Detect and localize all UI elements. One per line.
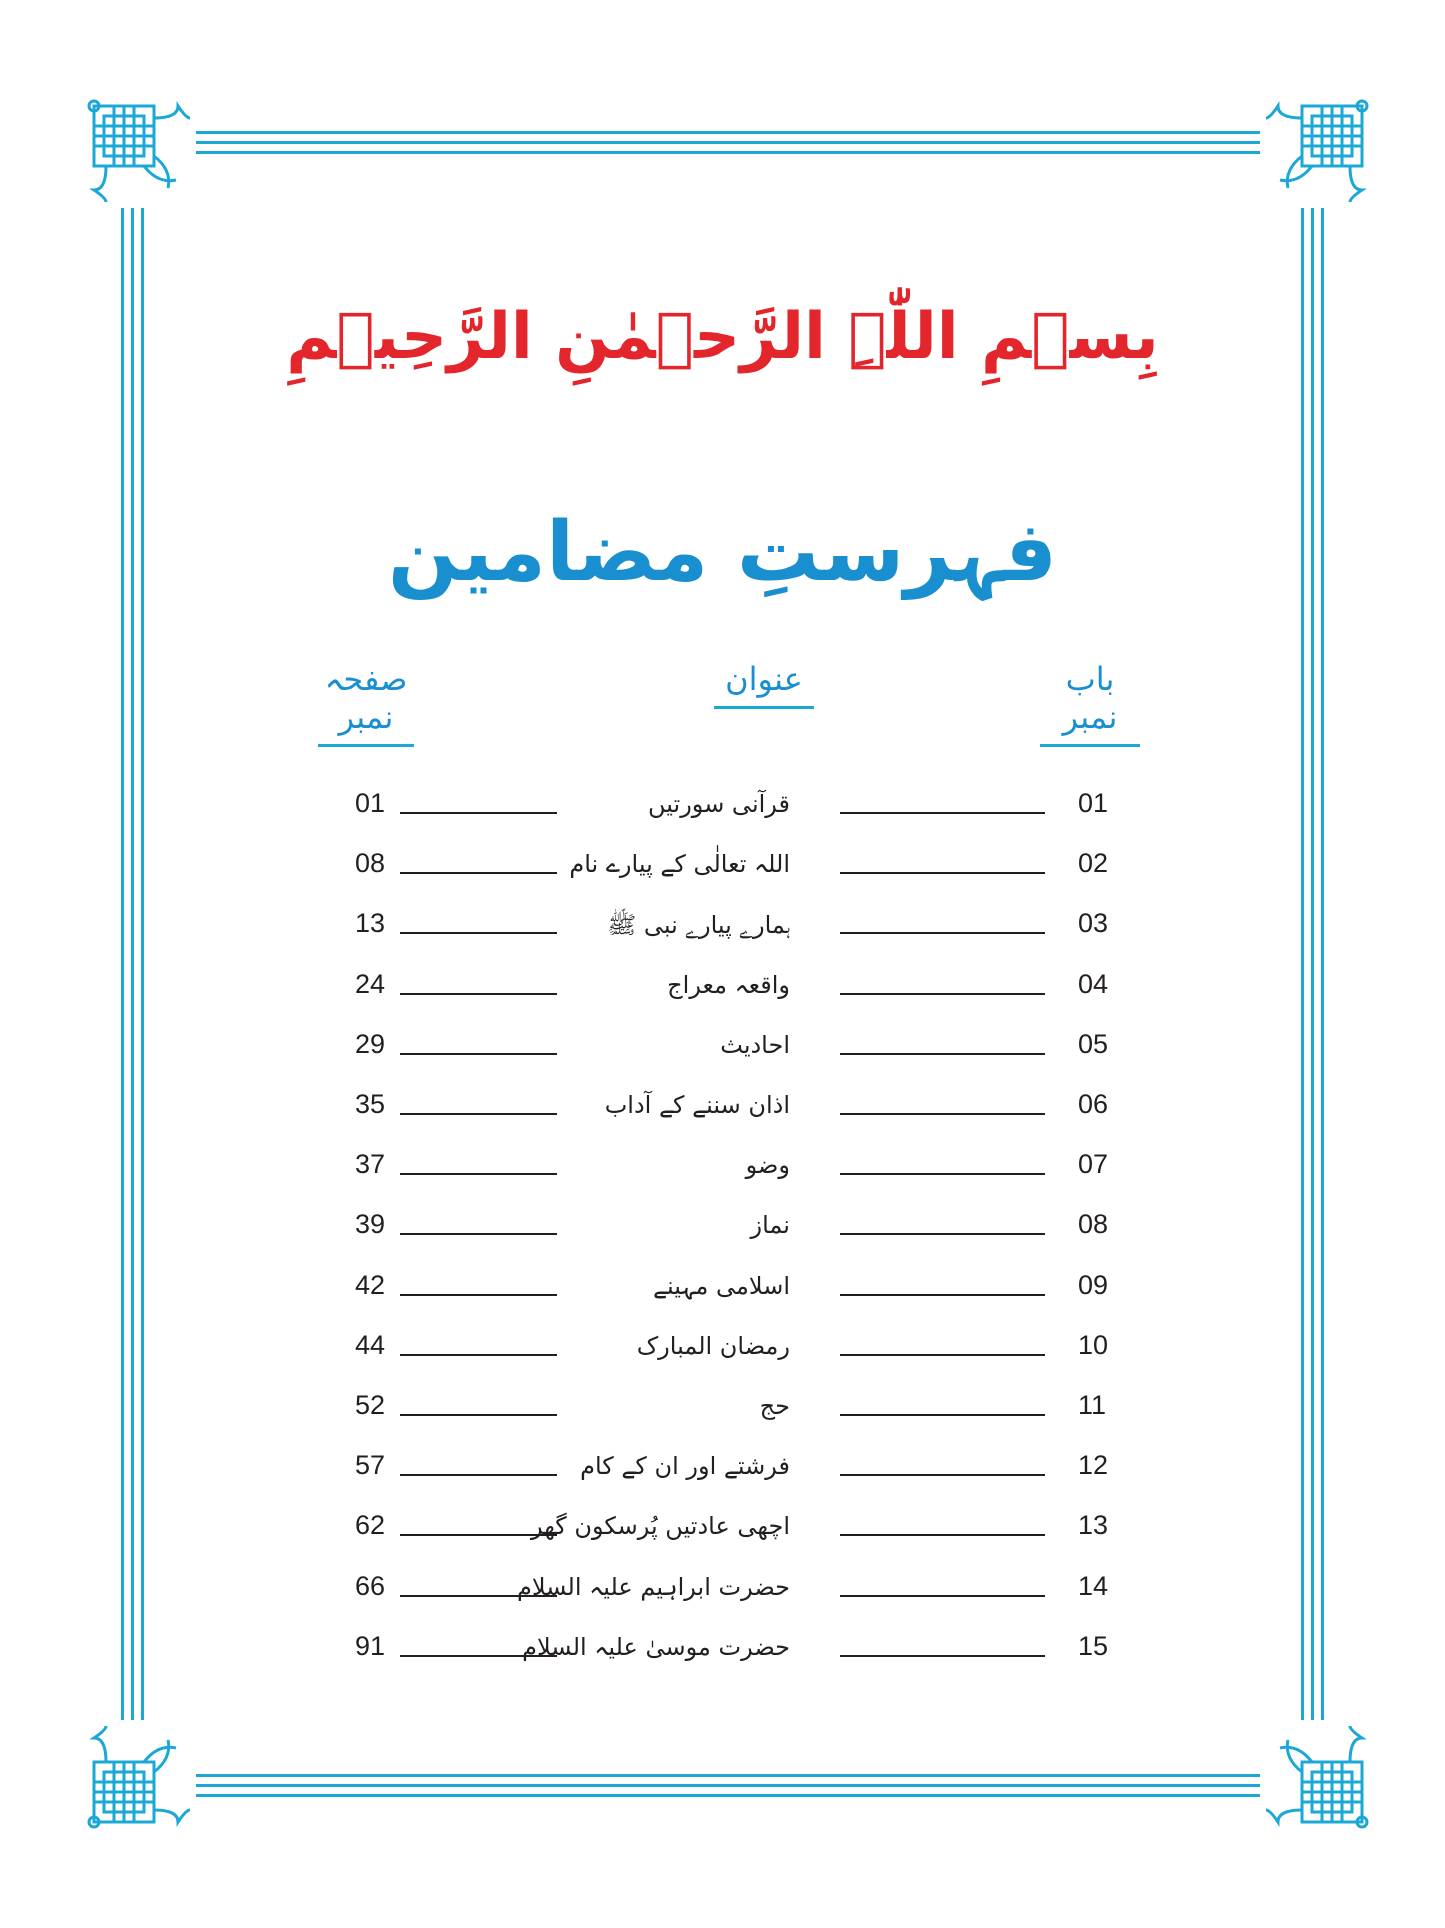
leader-line <box>840 932 1045 934</box>
chapter-number: 13 <box>1078 1510 1109 1541</box>
corner-ornament-top-right <box>1260 98 1370 208</box>
page-number: 42 <box>355 1269 386 1300</box>
leader-line <box>400 1173 557 1175</box>
chapter-number: 14 <box>1078 1570 1109 1601</box>
leader-line <box>400 1414 557 1416</box>
contents-row <box>0 846 1445 898</box>
page-number: 66 <box>355 1570 386 1601</box>
page-number: 57 <box>355 1450 386 1481</box>
leader-line <box>840 1053 1045 1055</box>
topic-title: فرشتے اور ان کے کام <box>580 1452 790 1481</box>
chapter-number: 08 <box>1078 1209 1109 1240</box>
leader-line <box>400 1474 557 1476</box>
topic-title: احادیث <box>720 1030 790 1059</box>
contents-row <box>0 1027 1445 1079</box>
contents-row <box>0 1207 1445 1259</box>
contents-row <box>0 906 1445 958</box>
leader-line <box>840 993 1045 995</box>
leader-line <box>400 1354 557 1356</box>
corner-ornament-bottom-left <box>86 1720 196 1830</box>
page-number: 35 <box>355 1089 386 1119</box>
contents-row <box>0 1388 1445 1440</box>
leader-line <box>400 1534 557 1536</box>
chapter-number: 10 <box>1078 1329 1109 1360</box>
page-number-header: صفحہ نمبر <box>318 660 414 747</box>
chapter-number: 09 <box>1078 1269 1109 1300</box>
leader-line <box>400 1233 557 1235</box>
page-number: 39 <box>355 1209 386 1240</box>
topic-title: اللہ تعالٰی کے پیارے نام <box>569 850 790 879</box>
topic-title: اچھی عادتیں پُرسکون گھر <box>530 1512 790 1541</box>
chapter-number-header: باب نمبر <box>1040 660 1140 747</box>
page-number: 91 <box>355 1630 386 1661</box>
page-number: 13 <box>355 908 386 939</box>
chapter-number: 03 <box>1078 908 1109 939</box>
leader-line <box>400 993 557 995</box>
topic-title: حضرت موسیٰ علیہ السلام <box>522 1632 790 1661</box>
contents-row <box>0 1569 1445 1621</box>
contents-row <box>0 1087 1445 1139</box>
leader-line <box>400 1595 557 1597</box>
chapter-number: 06 <box>1078 1089 1109 1119</box>
contents-row <box>0 1508 1445 1560</box>
chapter-number: 04 <box>1078 968 1109 999</box>
topic-title: حضرت ابراہیم علیہ السلام <box>516 1572 790 1601</box>
leader-line <box>840 1354 1045 1356</box>
page-number: 29 <box>355 1028 386 1059</box>
leader-line <box>400 1655 557 1657</box>
page-number: 37 <box>355 1149 386 1180</box>
leader-line <box>400 1113 557 1115</box>
page-number: 01 <box>355 788 386 818</box>
contents-row <box>0 1448 1445 1500</box>
bismillah-heading: بِسۡمِ اللّٰہِ الرَّحۡمٰنِ الرَّحِیۡمِ <box>286 300 1159 374</box>
chapter-number: 07 <box>1078 1149 1109 1180</box>
topic-title: وضو <box>745 1151 790 1180</box>
corner-ornament-bottom-right <box>1260 1720 1370 1830</box>
topic-title: اذان سننے کے آداب <box>604 1091 790 1119</box>
leader-line <box>840 1474 1045 1476</box>
leader-line <box>840 1595 1045 1597</box>
chapter-number: 01 <box>1078 788 1109 818</box>
chapter-number: 12 <box>1078 1450 1109 1481</box>
page-number: 62 <box>355 1510 386 1541</box>
leader-line <box>840 1534 1045 1536</box>
topic-title: نماز <box>750 1211 790 1240</box>
topic-title: واقعہ معراج <box>667 970 790 999</box>
contents-row <box>0 786 1445 838</box>
leader-line <box>400 872 557 874</box>
contents-row <box>0 1268 1445 1320</box>
topic-title: ہمارے پیارے نبی ﷺ <box>607 911 790 940</box>
chapter-number: 05 <box>1078 1028 1109 1059</box>
page-number: 24 <box>355 968 386 999</box>
leader-line <box>400 1294 557 1296</box>
contents-row <box>0 1328 1445 1380</box>
topic-title: قرآنی سورتیں <box>648 790 790 818</box>
leader-line <box>400 932 557 934</box>
chapter-number: 11 <box>1078 1390 1107 1420</box>
leader-line <box>840 872 1045 874</box>
topic-title: اسلامی مہینے <box>652 1271 790 1300</box>
leader-line <box>840 812 1045 814</box>
contents-row <box>0 1629 1445 1681</box>
topic-title: حج <box>759 1392 790 1420</box>
contents-row <box>0 1147 1445 1199</box>
leader-line <box>400 812 557 814</box>
page-title: فہرستِ مضامین <box>387 505 1058 600</box>
topic-title: رمضان المبارک <box>636 1331 790 1360</box>
leader-line <box>840 1173 1045 1175</box>
leader-line <box>840 1655 1045 1657</box>
leader-line <box>840 1414 1045 1416</box>
page-number: 08 <box>355 848 386 879</box>
leader-line <box>840 1294 1045 1296</box>
topic-header: عنوان <box>714 660 814 709</box>
leader-line <box>840 1233 1045 1235</box>
chapter-number: 15 <box>1078 1630 1109 1661</box>
corner-ornament-top-left <box>86 98 196 208</box>
page-number: 52 <box>355 1390 386 1420</box>
contents-row <box>0 967 1445 1019</box>
page-number: 44 <box>355 1329 386 1360</box>
leader-line <box>840 1113 1045 1115</box>
leader-line <box>400 1053 557 1055</box>
chapter-number: 02 <box>1078 848 1109 879</box>
